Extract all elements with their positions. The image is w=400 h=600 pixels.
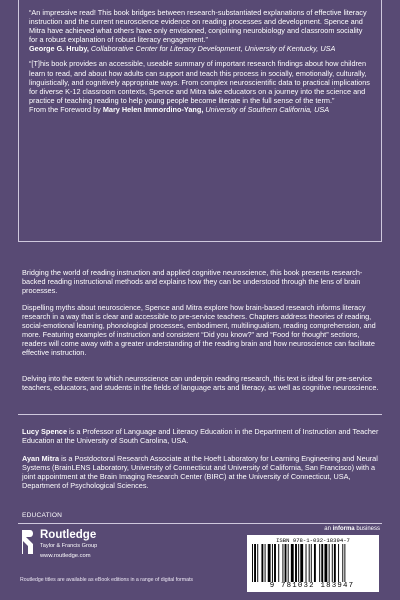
- quote-text: “[T]his book provides an accessible, useable summary of important research findings about how children learn to read, and about how adults can support and teach this process in socially, emotionally, culturally, linguistically, and cognitively appropriate ways. From complex neuroscientific data to practical implications for diverse K-12 classroom contexts, Spence and Mitra take educators on a journey into the science and practice of teaching reading to help young people become literate in the full sense of the term.”: [29, 59, 370, 105]
- author-bio-text: is a Postdoctoral Research Associate at the Hoeft Laboratory for Learning Engineering and Neural Systems (BrainLENS Laboratory, University of Connecticut and University of California, San Francisco) with a joint appointment at the Brain Imaging Research Center (BIRC) at the University of Connecticut, USA, Department of Psychological Sciences.: [22, 454, 378, 491]
- endorsement-quote: [29, 8, 371, 53]
- author-name: Lucy Spence: [22, 427, 68, 436]
- subject-category: EDUCATION: [22, 512, 63, 519]
- author-bio: [22, 454, 380, 490]
- description-paragraph: Dispelling myths about neuroscience, Spence and Mitra explore how brain-based research informs literacy research in a way that is clear and accessible to pre-service teachers. Chapters address theories of reading, social-emotional learning, phonological processes, embodiment, multilingualism, reading comprehension, and more. Featuring examples of instruction and consistent “Did you know?” and “Food for thought” sections, readers will come away with a greater understanding of the reading brain and how neuroscience can facilitate effective instruction.: [22, 303, 376, 358]
- barcode-bar: [298, 544, 299, 582]
- barcode-bar: [342, 544, 343, 582]
- barcode-bar: [306, 544, 307, 582]
- publisher-group: Taylor & Francis Group: [40, 543, 98, 549]
- barcode-bar: [261, 544, 263, 582]
- barcode-bar: [311, 544, 312, 582]
- author-bio-text: is a Professor of Language and Literacy Education in the Department of Instruction and Teacher Education at the University of South Carolina, USA.: [22, 427, 379, 446]
- barcode-bar: [252, 544, 253, 582]
- publisher-name: Routledge: [40, 529, 97, 541]
- routledge-logo-icon: [20, 528, 36, 556]
- barcode-bar: [257, 544, 258, 582]
- author-name: Ayan Mitra: [22, 454, 60, 463]
- description-paragraph: Delving into the extent to which neuroscience can underpin reading research, this text is ideal for pre-service teachers, educators, and students in the fields of language arts and literacy, as well as cognitive neuroscience.: [22, 374, 379, 393]
- barcode-bar: [314, 544, 316, 582]
- isbn-label: ISBN 978-1-032-18394-7: [276, 537, 350, 544]
- barcode-bar: [288, 544, 289, 582]
- barcode-bar: [334, 544, 336, 582]
- quote-text: “An impressive read! This book bridges between research-substantiated explanations of effective literacy instruction and the current neuroscience evidence on reading processes and development. Spence and Mitra have achieved what others have only envisioned, conjoining neurobiology and classroom sociality for a robust explanation of robust literacy engagement.”: [29, 8, 367, 45]
- barcode-bar: [291, 544, 294, 582]
- barcode-bar: [321, 544, 323, 582]
- barcode-bar: [324, 544, 327, 582]
- barcode-bar: [329, 544, 330, 582]
- quote-affiliation: University of Southern California, USA: [205, 104, 330, 114]
- barcode-bar: [272, 544, 273, 582]
- barcode-bar: [268, 544, 271, 582]
- barcode-digits: 9 781032 183947: [269, 582, 355, 590]
- endorsements-box: [18, 0, 382, 242]
- barcode-bar: [344, 544, 345, 582]
- quote-prefix: From the Foreword by: [29, 104, 101, 114]
- divider: [18, 414, 382, 415]
- description-paragraph: Bridging the world of reading instruction and applied cognitive neuroscience, this book presents research-backed reading instructional methods and explains how they can be understood through the lens of brain processes.: [22, 268, 363, 296]
- barcode-bar: [274, 544, 276, 582]
- barcode-bar: [319, 544, 320, 582]
- barcode-bar: [254, 544, 256, 582]
- informa-prefix: an: [324, 526, 331, 532]
- barcode-bar: [285, 544, 287, 582]
- barcode-bar: [300, 544, 303, 582]
- quote-author: Mary Helen Immordino-Yang,: [102, 104, 204, 114]
- barcode-icon: [252, 544, 374, 582]
- publisher-logo: [20, 528, 140, 564]
- barcode-bar: [338, 544, 339, 582]
- ebook-footnote: Routledge titles are available as eBook editions in a range of digital formats: [20, 577, 194, 583]
- barcode-bar: [282, 544, 283, 582]
- barcode-bar: [265, 544, 266, 582]
- quote-author: George G. Hruby,: [29, 44, 89, 54]
- barcode-bar: [332, 544, 333, 582]
- barcode-bar: [295, 544, 297, 582]
- endorsement-quote: [29, 59, 371, 114]
- informa-tag: [324, 526, 380, 532]
- publisher-url: www.routledge.com: [40, 553, 91, 559]
- divider: [18, 523, 382, 524]
- quote-affiliation: Collaborative Center for Literacy Development, University of Kentucky, USA: [90, 44, 336, 54]
- barcode-bar: [278, 544, 279, 582]
- barcode-bar: [309, 544, 310, 582]
- informa-suffix: business: [356, 526, 380, 532]
- informa-brand: informa: [332, 526, 355, 532]
- author-bio: [22, 427, 380, 445]
